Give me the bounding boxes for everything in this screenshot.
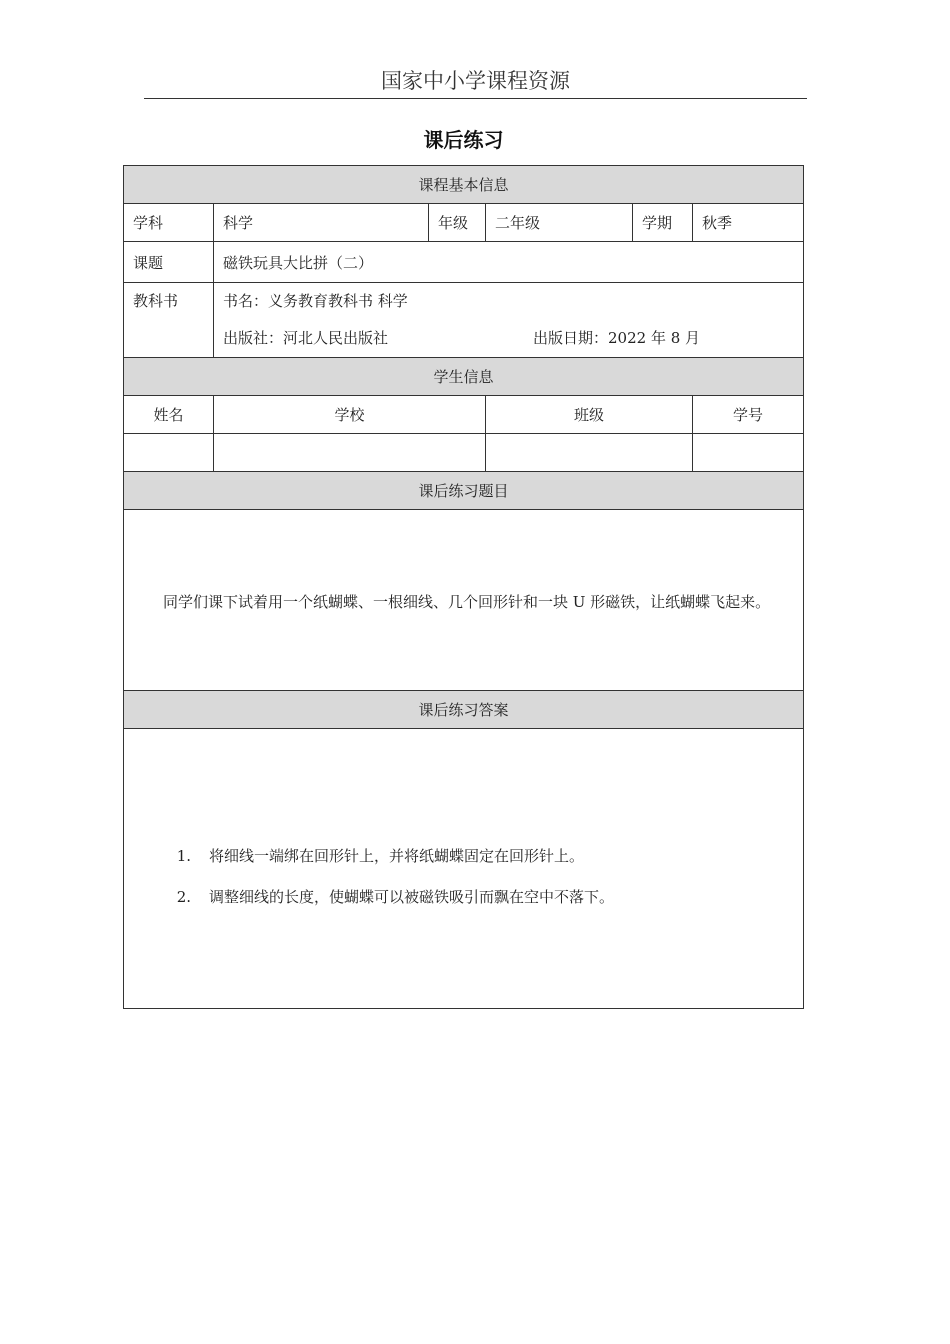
answer-text: 将细线一端绑在回形针上，并将纸蝴蝶固定在回形针上。 bbox=[209, 847, 585, 865]
site-header-title: 国家中小学课程资源 bbox=[381, 69, 570, 93]
student-id-header: 学号 bbox=[693, 396, 804, 434]
course-info-header-row bbox=[124, 166, 804, 204]
answer-section-label: 课后练习答案 bbox=[124, 691, 804, 729]
exercise-question-cell bbox=[124, 510, 804, 691]
textbook-row bbox=[124, 283, 804, 358]
answer-list bbox=[133, 838, 794, 920]
subject-value: 科学 bbox=[214, 204, 429, 242]
header-divider bbox=[144, 98, 807, 99]
exercise-section-label: 课后练习题目 bbox=[124, 472, 804, 510]
exercise-header-row bbox=[124, 472, 804, 510]
subject-label: 学科 bbox=[124, 204, 214, 242]
answer-item bbox=[133, 879, 794, 920]
answer-number: 1. bbox=[176, 847, 191, 865]
student-values-row bbox=[124, 434, 804, 472]
student-id-field[interactable] bbox=[693, 434, 804, 472]
topic-value: 磁铁玩具大比拼（二） bbox=[214, 242, 804, 283]
topic-row bbox=[124, 242, 804, 283]
answer-number: 2. bbox=[176, 888, 191, 906]
answer-text: 调整细线的长度，使蝴蝶可以被磁铁吸引而飘在空中不落下。 bbox=[209, 888, 615, 906]
student-info-header-row bbox=[124, 358, 804, 396]
textbook-label-cell bbox=[124, 283, 214, 358]
student-class-header: 班级 bbox=[486, 396, 693, 434]
answer-item bbox=[133, 838, 794, 879]
grade-value: 二年级 bbox=[486, 204, 633, 242]
student-name-field[interactable] bbox=[124, 434, 214, 472]
student-class-field[interactable] bbox=[486, 434, 693, 472]
subject-row bbox=[124, 204, 804, 242]
exercise-question-text: 同学们课下试着用一个纸蝴蝶、一根细线、几个回形针和一块 U 形磁铁，让纸蝴蝶飞起来。 bbox=[163, 593, 771, 611]
textbook-name: 书名：义务教育教科书 科学 bbox=[223, 292, 408, 310]
student-columns-row bbox=[124, 396, 804, 434]
term-value: 秋季 bbox=[693, 204, 804, 242]
grade-label: 年级 bbox=[429, 204, 486, 242]
course-info-section-label: 课程基本信息 bbox=[124, 166, 804, 204]
textbook-publisher: 出版社：河北人民出版社 bbox=[223, 329, 389, 347]
exercise-form-table bbox=[123, 165, 804, 1009]
textbook-label: 教科书 bbox=[133, 292, 179, 310]
student-school-field[interactable] bbox=[214, 434, 486, 472]
answer-cell bbox=[124, 729, 804, 1009]
textbook-publisher-line bbox=[223, 320, 794, 357]
textbook-details bbox=[214, 283, 804, 358]
exercise-question-row bbox=[124, 510, 804, 691]
student-info-section-label: 学生信息 bbox=[124, 358, 804, 396]
answer-content-row bbox=[124, 729, 804, 1009]
student-name-header: 姓名 bbox=[124, 396, 214, 434]
answer-header-row bbox=[124, 691, 804, 729]
term-label: 学期 bbox=[633, 204, 693, 242]
textbook-publish-date: 出版日期：2022 年 8 月 bbox=[533, 329, 701, 347]
topic-label: 课题 bbox=[124, 242, 214, 283]
student-school-header: 学校 bbox=[214, 396, 486, 434]
document-title: 课后练习 bbox=[423, 128, 504, 152]
